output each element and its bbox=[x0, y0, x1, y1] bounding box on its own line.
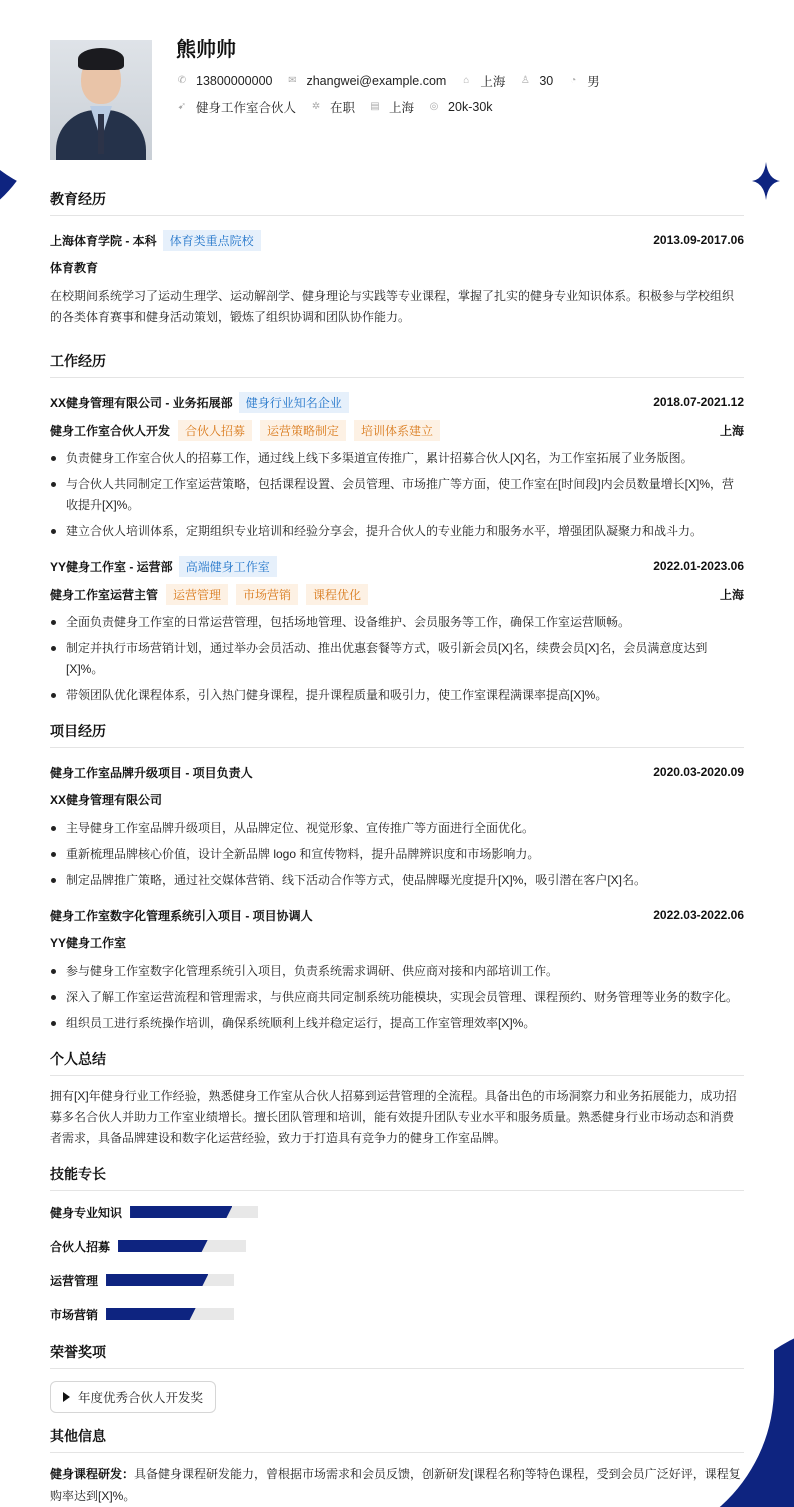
project-section bbox=[50, 718, 744, 1034]
resume-page bbox=[50, 40, 744, 1507]
work-date: 2018.07-2021.12 bbox=[653, 395, 744, 409]
skill-tag: 课程优化 bbox=[306, 584, 368, 605]
play-icon bbox=[63, 1392, 70, 1402]
work-bullets bbox=[50, 448, 744, 542]
list-item: 建立合伙人培训体系，定期组织专业培训和经验分享会，提升合伙人的专业能力和服务水平，增强团队凝聚力和战斗力。 bbox=[50, 521, 744, 542]
summary-section bbox=[50, 1046, 744, 1149]
work-company-group bbox=[50, 392, 349, 413]
mail-icon: ✉ bbox=[288, 75, 297, 86]
work-location: 上海 bbox=[719, 423, 744, 438]
education-description: 在校期间系统学习了运动生理学、运动解剖学、健身理论与实践等专业课程，掌握了扎实的健身专业知识体系。积极参与学校组织的各类体育赛事和健身活动策划，锻炼了组织协调和团队协作能力。 bbox=[50, 289, 735, 324]
work-role-row bbox=[50, 580, 744, 608]
work-location: 上海 bbox=[719, 587, 744, 602]
awards-section bbox=[50, 1339, 744, 1413]
skill-tag: 运营管理 bbox=[166, 584, 228, 605]
age-value: 30 bbox=[539, 74, 554, 88]
list-item: 制定并执行市场营销计划，通过举办会员活动、推出优惠套餐等方式，吸引新会员[X]名，续费会员[X]名，会员满意度达到[X]%。 bbox=[50, 638, 744, 680]
work-section bbox=[50, 348, 744, 706]
work-date: 2022.01-2023.06 bbox=[653, 559, 744, 573]
skill-tag: 运营策略制定 bbox=[260, 420, 346, 441]
section-title: 技能专长 bbox=[50, 1161, 744, 1191]
profile-info bbox=[176, 40, 614, 160]
skill-name: 市场营销 bbox=[50, 1307, 99, 1322]
gender-value: 男 bbox=[587, 75, 600, 89]
role-title: 健身工作室合伙人开发 bbox=[50, 423, 171, 438]
education-date: 2013.09-2017.06 bbox=[653, 233, 744, 247]
candidate-name: 熊帅帅 bbox=[176, 39, 236, 61]
skill-item bbox=[50, 1297, 403, 1331]
status-icon: ✲ bbox=[311, 101, 321, 112]
skill-bar-fill bbox=[130, 1206, 232, 1218]
work-header bbox=[50, 388, 744, 416]
skill-name: 运营管理 bbox=[50, 1273, 99, 1288]
section-title: 个人总结 bbox=[50, 1046, 744, 1076]
email-value: zhangwei@example.com bbox=[306, 74, 447, 88]
profile-header bbox=[50, 40, 744, 160]
major: 体育教育 bbox=[50, 261, 99, 275]
skill-tag: 培训体系建立 bbox=[354, 420, 440, 441]
list-item: 参与健身工作室数字化管理系统引入项目，负责系统需求调研、供应商对接和内部培训工作。 bbox=[50, 961, 744, 982]
project-item bbox=[50, 901, 744, 1034]
other-text: 具备健身课程研发能力，曾根据市场需求和会员反馈，创新研发[课程名称]等特色课程，受到会员广泛好评，课程复购率达到[X]%。 bbox=[50, 1467, 741, 1503]
work-company-group bbox=[50, 556, 277, 577]
contact-row bbox=[176, 68, 614, 94]
school-tag: 体育类重点院校 bbox=[163, 230, 261, 251]
project-org: XX健身管理有限公司 bbox=[50, 793, 163, 807]
list-item: 组织员工进行系统操作培训，确保系统顺利上线并稳定运行，提高工作室管理效率[X]%。 bbox=[50, 1013, 744, 1034]
skills-section bbox=[50, 1161, 744, 1331]
project-org: YY健身工作室 bbox=[50, 936, 127, 950]
skill-item bbox=[50, 1263, 403, 1297]
skill-item bbox=[50, 1229, 403, 1263]
role-title: 健身工作室运营主管 bbox=[50, 587, 159, 602]
award-badge bbox=[50, 1381, 216, 1413]
project-bullets bbox=[50, 961, 744, 1034]
project-header bbox=[50, 758, 744, 786]
phone-value: 13800000000 bbox=[196, 74, 273, 88]
list-item: 深入了解工作室运营流程和管理需求，与供应商共同定制系统功能模块，实现会员管理、课程预约、财务管理等业务的数字化。 bbox=[50, 987, 744, 1008]
skill-item bbox=[50, 1195, 403, 1229]
company-name: XX健身管理有限公司 - 业务拓展部 bbox=[50, 395, 233, 410]
summary-text: 拥有[X]年健身行业工作经验，熟悉健身工作室从合伙人招募到运营管理的全流程。具备出色的市场洞察力和业务拓展能力，成功招募多名合伙人并助力工作室业绩增长。擅长团队管理和培训，能有效提升团队专业水平和服务质量。熟悉健身行业市场动态和消费者需求，具备品牌建设和数字化运营经验，致力于打造具有竞争力的健身工作室品牌。 bbox=[50, 1089, 737, 1145]
company-name: YY健身工作室 - 运营部 bbox=[50, 559, 173, 574]
project-bullets bbox=[50, 818, 744, 891]
skill-bar-fill bbox=[106, 1308, 196, 1320]
skill-name: 健身专业知识 bbox=[50, 1205, 123, 1220]
list-item: 带领团队优化课程体系，引入热门健身课程，提升课程质量和吸引力，使工作室课程满课率提高[X]%。 bbox=[50, 685, 744, 706]
school-name: 上海体育学院 - 本科 bbox=[50, 233, 157, 248]
job-icon: ➹ bbox=[177, 101, 187, 112]
education-section bbox=[50, 186, 744, 328]
skill-bar bbox=[106, 1308, 234, 1320]
work-item bbox=[50, 388, 744, 542]
project-date: 2020.03-2020.09 bbox=[653, 765, 744, 779]
city-value: 上海 bbox=[480, 75, 506, 89]
work-role-group bbox=[50, 584, 368, 605]
city-icon: ▤ bbox=[370, 101, 380, 112]
other-section bbox=[50, 1423, 744, 1507]
location-icon: ⌂ bbox=[463, 75, 470, 86]
skill-name: 合伙人招募 bbox=[50, 1239, 111, 1254]
work-bullets bbox=[50, 612, 744, 706]
list-item: 与合伙人共同制定工作室运营策略，包括课程设置、会员管理、市场推广等方面，使工作室在[时间段]内会员数量增长[X]%，营收提升[X]%。 bbox=[50, 474, 744, 516]
gender-icon: ◔ bbox=[570, 75, 577, 86]
skill-bar bbox=[118, 1240, 246, 1252]
skill-tag: 市场营销 bbox=[236, 584, 298, 605]
project-header bbox=[50, 901, 744, 929]
list-item: 制定品牌推广策略，通过社交媒体营销、线下活动合作等方式，使品牌曝光度提升[X]%，吸引潜在客户[X]名。 bbox=[50, 870, 744, 891]
list-item: 主导健身工作室品牌升级项目，从品牌定位、视觉形象、宣传推广等方面进行全面优化。 bbox=[50, 818, 744, 839]
age-icon: ♙ bbox=[520, 75, 530, 86]
salary-icon: ◎ bbox=[429, 101, 439, 112]
section-title: 教育经历 bbox=[50, 186, 744, 216]
skill-tag: 合伙人招募 bbox=[178, 420, 252, 441]
target-role-value: 健身工作室合伙人 bbox=[196, 101, 297, 115]
project-name: 健身工作室品牌升级项目 - 项目负责人 bbox=[50, 765, 253, 780]
avatar bbox=[50, 40, 152, 160]
list-item: 全面负责健身工作室的日常运营管理，包括场地管理、设备维护、会员服务等工作，确保工作室运营顺畅。 bbox=[50, 612, 744, 633]
star-icon bbox=[752, 162, 780, 200]
status-value: 在职 bbox=[330, 101, 356, 115]
skill-bar bbox=[106, 1274, 234, 1286]
section-title: 工作经历 bbox=[50, 348, 744, 378]
section-title: 荣誉奖项 bbox=[50, 1339, 744, 1369]
award-name: 年度优秀合伙人开发奖 bbox=[78, 1391, 204, 1405]
list-item: 负责健身工作室合伙人的招募工作，通过线上线下多渠道宣传推广，累计招募合伙人[X]名，为工作室拓展了业务版图。 bbox=[50, 448, 744, 469]
skill-bar bbox=[130, 1206, 258, 1218]
project-date: 2022.03-2022.06 bbox=[653, 908, 744, 922]
project-name: 健身工作室数字化管理系统引入项目 - 项目协调人 bbox=[50, 908, 313, 923]
skill-bar-fill bbox=[118, 1240, 208, 1252]
work-role-group bbox=[50, 420, 440, 441]
work-header bbox=[50, 552, 744, 580]
list-item: 重新梳理品牌核心价值，设计全新品牌 logo 和宣传物料，提升品牌辨识度和市场影响力。 bbox=[50, 844, 744, 865]
skill-bar-fill bbox=[106, 1274, 208, 1286]
salary-value: 20k-30k bbox=[448, 100, 493, 114]
company-tag: 健身行业知名企业 bbox=[239, 392, 349, 413]
section-title: 其他信息 bbox=[50, 1423, 744, 1453]
work-role-row bbox=[50, 416, 744, 444]
phone-icon: ✆ bbox=[177, 75, 187, 86]
target-city-value: 上海 bbox=[389, 101, 415, 115]
intent-row bbox=[176, 94, 614, 120]
project-item bbox=[50, 758, 744, 891]
work-item bbox=[50, 552, 744, 706]
education-header bbox=[50, 226, 744, 254]
other-label: 健身课程研发： bbox=[50, 1467, 135, 1481]
company-tag: 高端健身工作室 bbox=[179, 556, 277, 577]
section-title: 项目经历 bbox=[50, 718, 744, 748]
other-info bbox=[50, 1463, 744, 1507]
